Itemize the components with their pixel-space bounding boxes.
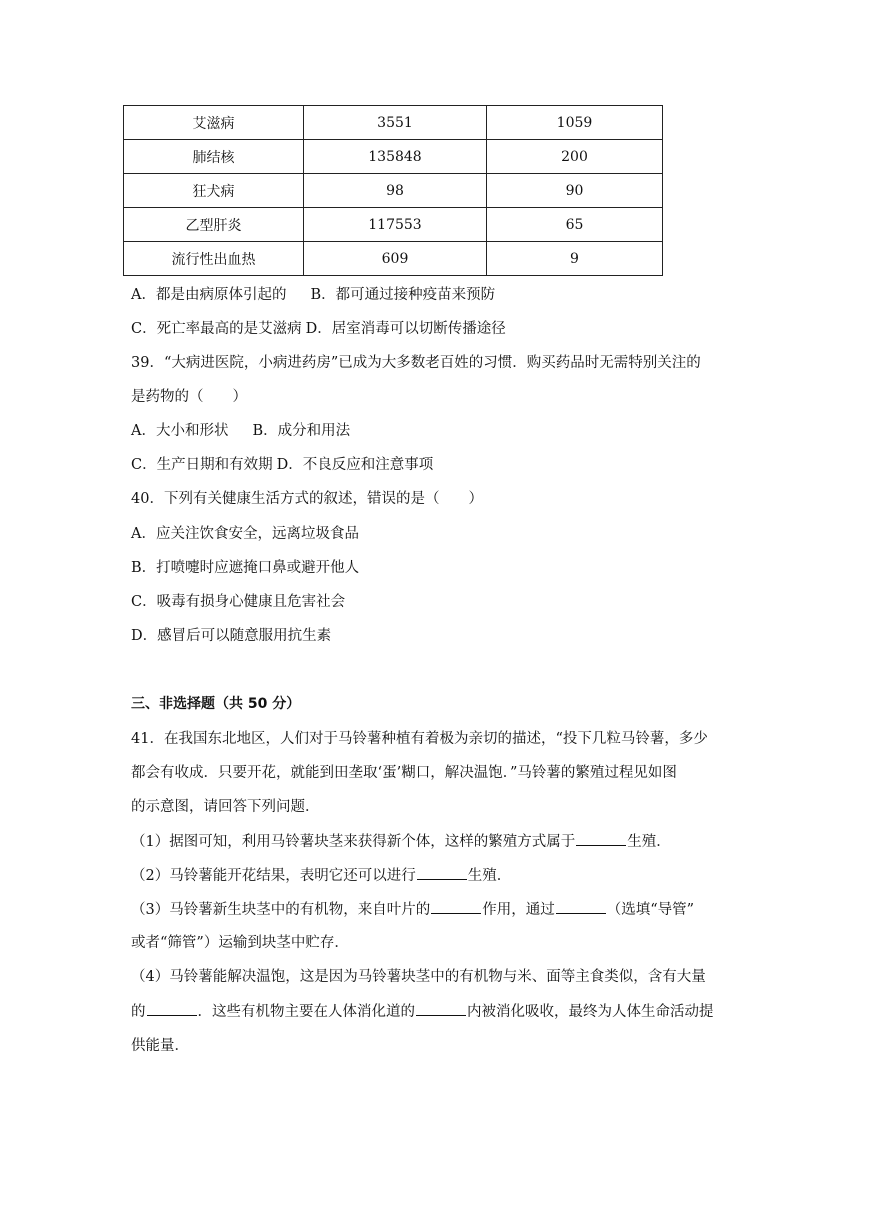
answer-blank[interactable] bbox=[576, 831, 626, 846]
q40-option-c: C．吸毒有损身心健康且危害社会 bbox=[131, 594, 346, 610]
table-row bbox=[124, 106, 663, 140]
q38-option-d: D．居室消毒可以切断传播途径 bbox=[305, 321, 506, 337]
q39-stem-line2: 是药物的（ ） bbox=[131, 389, 247, 405]
q38-option-b: B．都可通过接种疫苗来预防 bbox=[310, 287, 496, 303]
q41-stem-line1: 41．在我国东北地区，人们对于马铃薯种植有着极为亲切的描述，“投下几粒马铃薯，多少 bbox=[131, 731, 708, 747]
table-cell-value: 65 bbox=[487, 208, 663, 242]
table-cell-disease: 流行性出血热 bbox=[124, 242, 304, 276]
q41-part4-cont bbox=[131, 1001, 714, 1021]
answer-blank[interactable] bbox=[417, 865, 467, 880]
q40-option-b: B．打喷嚏时应遮掩口鼻或避开他人 bbox=[131, 560, 360, 576]
q41-part4: （4）马铃薯能解决温饱，这是因为马铃薯块茎中的有机物与米、面等主食类似，含有大量 bbox=[131, 969, 706, 985]
q38-option-c: C．死亡率最高的是艾滋病 bbox=[131, 321, 302, 337]
q41-part4-tail: 内被消化吸收，最终为人体生命活动提 bbox=[467, 1004, 714, 1020]
table-cell-value: 135848 bbox=[304, 140, 487, 174]
q41-part2-text: （2）马铃薯能开花结果，表明它还可以进行 bbox=[131, 868, 416, 884]
q40-option-d: D．感冒后可以随意服用抗生素 bbox=[131, 628, 332, 644]
q41-part4-prefix: 的 bbox=[131, 1004, 146, 1020]
q41-part3-mid: 作用，通过 bbox=[482, 902, 555, 918]
table-cell-value: 9 bbox=[487, 242, 663, 276]
q41-part2 bbox=[131, 865, 511, 885]
table-cell-disease: 狂犬病 bbox=[124, 174, 304, 208]
q41-part3-cont: 或者“筛管”）运输到块茎中贮存． bbox=[131, 935, 349, 951]
q39-option-a: A．大小和形状 bbox=[131, 423, 229, 439]
q41-part4-end: 供能量． bbox=[131, 1038, 189, 1054]
answer-blank[interactable] bbox=[147, 1001, 197, 1016]
table-cell-value: 98 bbox=[304, 174, 487, 208]
answer-blank[interactable] bbox=[556, 899, 606, 914]
table-cell-value: 90 bbox=[487, 174, 663, 208]
q41-part2-suffix: 生殖． bbox=[467, 868, 512, 884]
table-cell-value: 200 bbox=[487, 140, 663, 174]
q40-option-a: A．应关注饮食安全，远离垃圾食品 bbox=[131, 526, 359, 542]
table-row bbox=[124, 208, 663, 242]
q41-stem-line2: 都会有收成．只要开花，就能到田垄取‘蛋’糊口，解决温饱．”马铃薯的繁殖过程见如图 bbox=[131, 765, 677, 781]
table-cell-value: 609 bbox=[304, 242, 487, 276]
table-row bbox=[124, 174, 663, 208]
q41-part4-mid: ．这些有机物主要在人体消化道的 bbox=[197, 1004, 415, 1020]
q41-part3-hint: （选填“导管” bbox=[606, 902, 695, 918]
q39-option-d: D．不良反应和注意事项 bbox=[276, 457, 434, 473]
q41-part3-text: （3）马铃薯新生块茎中的有机物，来自叶片的 bbox=[131, 902, 431, 918]
table-cell-value: 117553 bbox=[304, 208, 487, 242]
table-row bbox=[124, 242, 663, 276]
q41-part1-text: （1）据图可知，利用马铃薯块茎来获得新个体，这样的繁殖方式属于 bbox=[131, 834, 576, 850]
table-cell-disease: 乙型肝炎 bbox=[124, 208, 304, 242]
q39-stem-line1: 39．“大病进医院，小病进药房”已成为大多数老百姓的习惯．购买药品时无需特别关注的 bbox=[131, 355, 701, 371]
q38-options-ab bbox=[131, 285, 495, 305]
q39-options-cd bbox=[131, 455, 433, 475]
table-cell-disease: 艾滋病 bbox=[124, 106, 304, 140]
q39-option-c: C．生产日期和有效期 bbox=[131, 457, 273, 473]
q39-options-ab bbox=[131, 421, 350, 441]
q41-stem-line3: 的示意图，请回答下列问题． bbox=[131, 799, 320, 815]
q41-part1 bbox=[131, 831, 671, 851]
q38-options-cd bbox=[131, 319, 506, 339]
disease-data-table bbox=[123, 105, 663, 276]
q40-stem: 40．下列有关健康生活方式的叙述，错误的是（ ） bbox=[131, 491, 483, 507]
table-row bbox=[124, 140, 663, 174]
q41-part3 bbox=[131, 899, 694, 919]
q39-option-b: B．成分和用法 bbox=[252, 423, 351, 439]
table-cell-value: 3551 bbox=[304, 106, 487, 140]
table-cell-disease: 肺结核 bbox=[124, 140, 304, 174]
answer-blank[interactable] bbox=[416, 1001, 466, 1016]
q41-part1-suffix: 生殖． bbox=[627, 834, 671, 850]
section-heading: 三、非选择题（共 50 分） bbox=[131, 696, 301, 712]
table-cell-value: 1059 bbox=[487, 106, 663, 140]
answer-blank[interactable] bbox=[431, 899, 481, 914]
q38-option-a: A．都是由病原体引起的 bbox=[131, 287, 287, 303]
